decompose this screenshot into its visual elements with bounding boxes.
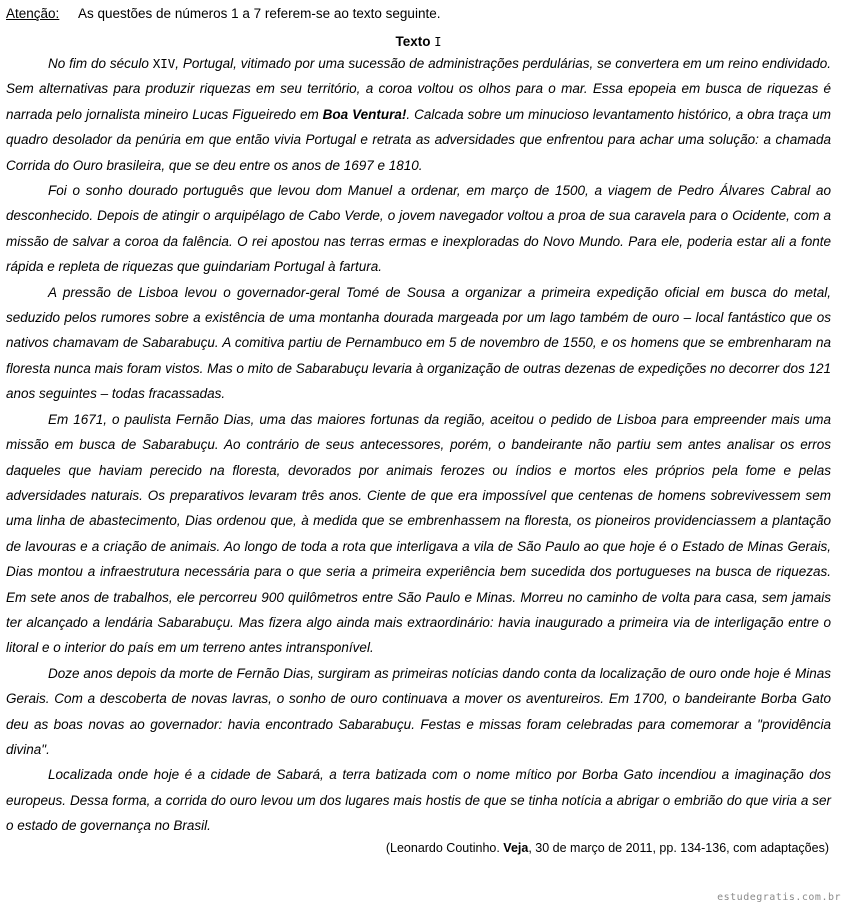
citation-part-c: , 30 de março de 2011, pp. 134-136, com adaptações) bbox=[528, 840, 829, 855]
title-numeral: I bbox=[434, 35, 442, 49]
title-prefix: Texto bbox=[395, 34, 431, 49]
attention-text: As questões de números 1 a 7 referem-se ao texto seguinte. bbox=[78, 6, 441, 21]
paragraph-6: Localizada onde hoje é a cidade de Sabará, a terra batizada com o nome mítico por Borba Gato incendiou a imaginação dos europeus. Dessa forma, a corrida do ouro levou um dos lugares mais hostis de que se tinha notícia a abrigar o embrião do que viria a ser o estado de governança no Brasil. bbox=[6, 767, 831, 834]
paragraph-5: Doze anos depois da morte de Fernão Dias, surgiram as primeiras notícias dando conta da localização de ouro onde hoje é Minas Gerais. Com a descoberta de novas lavras, o sonho de ouro continuava a mover os aventureiros. Em 1700, o bandeirante Borba Gato deu as boas novas ao governador: havia encontrado Sabarabuçu. Festas e missas foram celebradas para comemorar a "providência divina". bbox=[6, 665, 831, 757]
text-title bbox=[6, 32, 831, 51]
source-citation bbox=[6, 841, 831, 855]
paragraph-3: A pressão de Lisboa levou o governador-geral Tomé de Sousa a organizar a primeira expedição oficial em busca do metal, seduzido pelos rumores sobre a existência de uma montanha dourada margeada por um lago também de ouro – local fantástico que os nativos chamavam de Sabarabuçu. A comitiva partiu de Pernambuco em 5 de novembro de 1550, e os homens que se embrenharam na floresta nunca mais foram vistos. Mas o mito de Sabarabuçu levaria à organização de outras dezenas de expedições no decorrer dos 121 anos seguintes – todas fracassadas. bbox=[6, 284, 831, 402]
citation-part-a: (Leonardo Coutinho. bbox=[385, 840, 504, 855]
p1-part-c: , Portugal, vitimado por uma sucessão de administrações perdulárias, se convertera em um reino endividado. Sem alternativas para produzir riquezas em seu território, a coroa voltou os olhos para o mar. Essa epopeia em busca de riquezas é narrada pelo jornalista mineiro Lucas Figueiredo em bbox=[6, 56, 832, 122]
paragraph-1 bbox=[6, 51, 831, 178]
site-watermark: estudegratis.com.br bbox=[717, 892, 841, 903]
paragraph-4: Em 1671, o paulista Fernão Dias, uma das maiores fortunas da região, aceitou o pedido de Lisboa para empreender mais uma missão em busca de Sabarabuçu. Ao contrário de seus antecessores, porém, o bandeirante não partiu sem antes analisar os erros daqueles que haviam perecido na floresta, devorados por animais ferozes ou índios e mortos eles próprios pela fome e pelas adversidades naturais. Os preparativos levaram três anos. Ciente de que era impossível que centenas de homens sobrevivessem sem uma linha de abastecimento, Dias ordenou que, à medida que se embrenhassem na floresta, os pioneiros providenciassem a plantação de lavouras e a criação de animais. Ao longo de toda a rota que interligava a vila de São Paulo ao que hoje é o Estado de Minas Gerais, Dias montou a infraestrutura necessária para o que seria a primeira experiência bem sucedida dos portugueses na busca de riquezas. Em sete anos de trabalhos, ele percorreu 900 quilômetros entre São Paulo e Minas. Morreu no caminho de volta para casa, sem jamais ter alcançado a lendária Sabarabuçu. Mas fizera algo ainda mais extraordinário: havia inaugurado a primeira via de interligação entre o litoral e o interior do país em um terreno antes intransponível. bbox=[6, 411, 831, 656]
citation-magazine: Veja bbox=[503, 840, 529, 855]
attention-notice bbox=[6, 6, 831, 26]
p1-part-a: No fim do século bbox=[48, 56, 153, 71]
p1-century: XIV bbox=[152, 56, 176, 71]
article-body bbox=[6, 51, 831, 839]
p1-part-e: . Calcada sobre um minucioso levantamento histórico, a obra traça um quadro desolador da penúria em que então vivia Portugal e retrata as adversidades que enfrentou para achar uma solução: a chamada Corrida do Ouro brasileira, que se deu entre os anos de 1697 e 1810. bbox=[6, 106, 831, 173]
p1-book-title: Boa Ventura! bbox=[322, 106, 407, 122]
attention-label: Atenção: bbox=[6, 6, 60, 21]
paragraph-2: Foi o sonho dourado português que levou dom Manuel a ordenar, em março de 1500, a viagem de Pedro Álvares Cabral ao desconhecido. Depois de atingir o arquipélago de Cabo Verde, o jovem navegador voltou a proa de sua caravela para o Ocidente, com a missão de salvar a coroa da falência. O rei apostou nas terras ermas e inexploradas do Novo Mundo. Para ele, poderia estar ali a fonte rápida e repleta de riquezas que guindariam Portugal à fartura. bbox=[6, 183, 831, 275]
